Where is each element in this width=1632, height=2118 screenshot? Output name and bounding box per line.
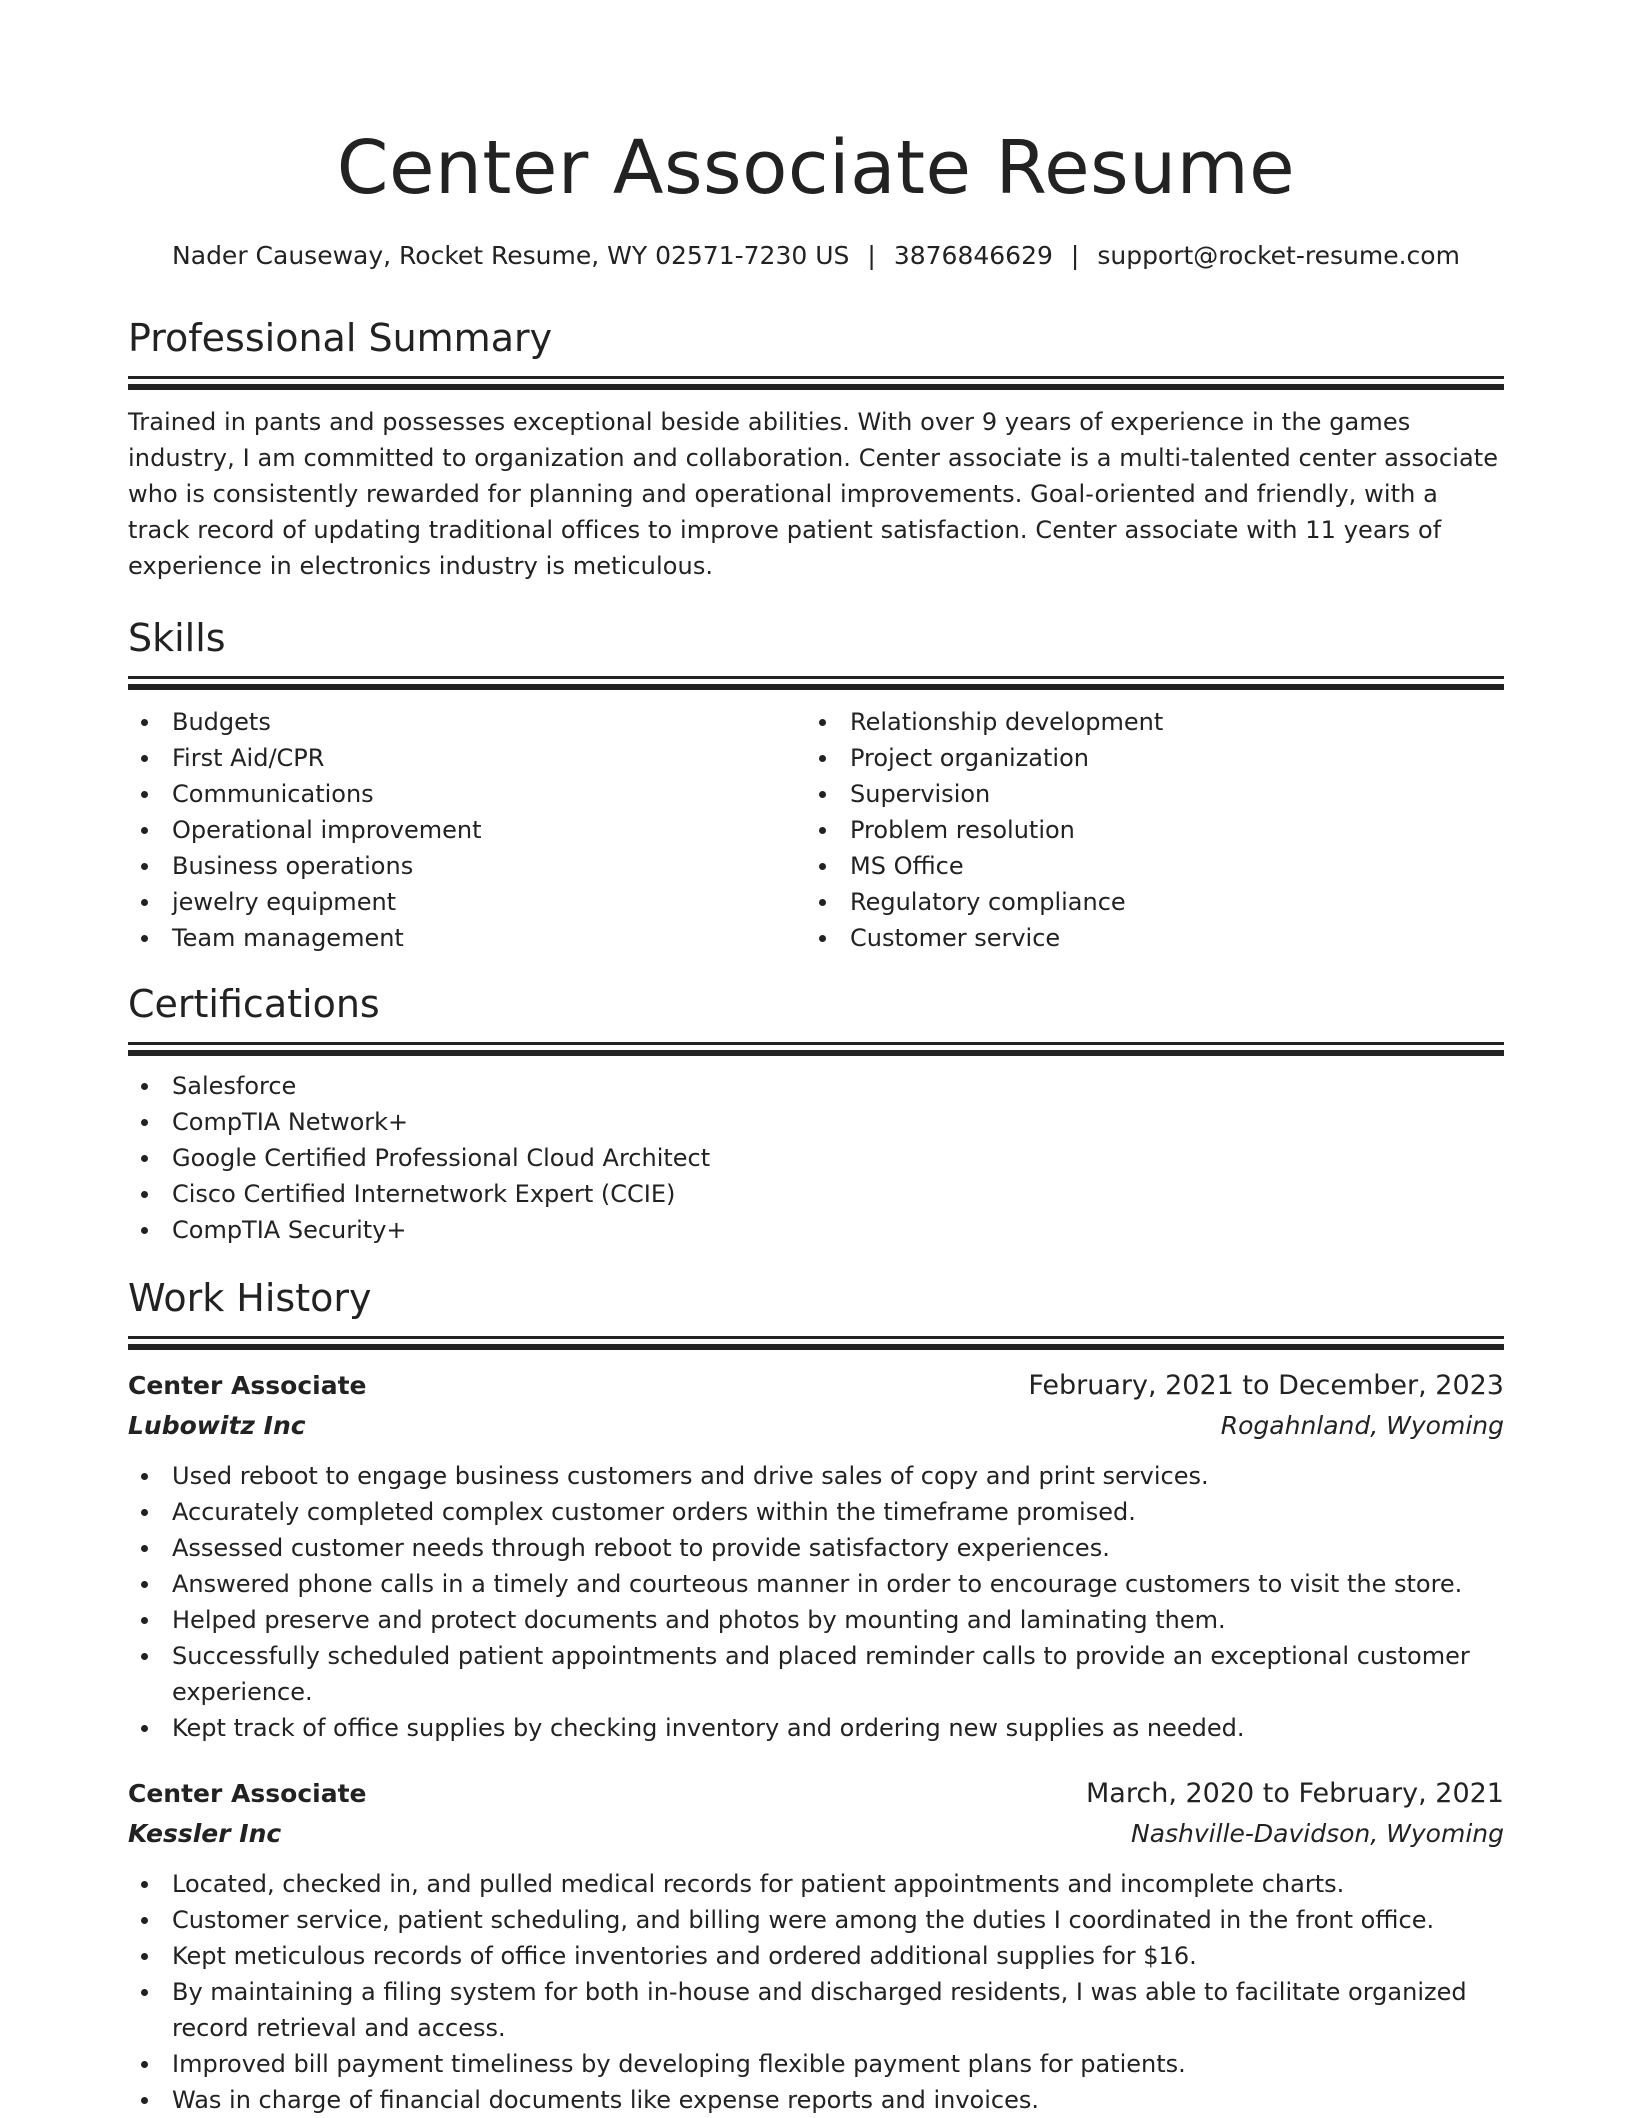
- job-duty-item: Helped preserve and protect documents and photos by mounting and laminating them.: [128, 1602, 1504, 1638]
- summary-heading: Professional Summary: [128, 316, 553, 360]
- skill-item: jewelry equipment: [128, 884, 806, 920]
- job-entry: [128, 1366, 1504, 1746]
- contact-email[interactable]: support@rocket-resume.com: [1097, 241, 1460, 270]
- skill-item: Supervision: [806, 776, 1484, 812]
- resume-title: Center Associate Resume: [336, 125, 1296, 211]
- job-duty-item: Customer service, patient scheduling, and billing were among the duties I coordinated in the front office.: [128, 1902, 1504, 1938]
- job-duty-item: Kept meticulous records of office inventories and ordered additional supplies for $16.: [128, 1938, 1504, 1974]
- job-duty-item: Improved bill payment timeliness by developing flexible payment plans for patients.: [128, 2046, 1504, 2082]
- skill-item: Customer service: [806, 920, 1484, 956]
- contact-separator: |: [867, 241, 876, 270]
- job-duty-item: Kept track of office supplies by checking inventory and ordering new supplies as needed.: [128, 1710, 1504, 1746]
- job-duty-item: Accurately completed complex customer orders within the timeframe promised.: [128, 1494, 1504, 1530]
- job-subheader-row: [128, 1814, 1504, 1854]
- job-title: Center Associate: [128, 1779, 367, 1808]
- job-duties-list: [128, 1866, 1504, 2118]
- resume-page: [128, 0, 1504, 2118]
- skill-item: Business operations: [128, 848, 806, 884]
- skill-item: Regulatory compliance: [806, 884, 1484, 920]
- job-duty-item: Assessed customer needs through reboot to provide satisfactory experiences.: [128, 1530, 1504, 1566]
- job-title: Center Associate: [128, 1371, 367, 1400]
- contact-address: Nader Causeway, Rocket Resume, WY 02571-7230 US: [172, 241, 850, 270]
- section-divider: [128, 1336, 1504, 1350]
- certification-item: Cisco Certified Internetwork Expert (CCIE): [128, 1176, 1504, 1212]
- certifications-heading: Certifications: [128, 982, 380, 1026]
- skill-item: Communications: [128, 776, 806, 812]
- section-divider: [128, 1042, 1504, 1056]
- job-dates: March, 2020 to February, 2021: [1086, 1778, 1504, 1809]
- skills-left-list: [128, 704, 806, 956]
- skills-heading: Skills: [128, 616, 226, 660]
- job-duty-item: Located, checked in, and pulled medical records for patient appointments and incomplete charts.: [128, 1866, 1504, 1902]
- certification-item: CompTIA Network+: [128, 1104, 1504, 1140]
- certification-item: Google Certified Professional Cloud Architect: [128, 1140, 1504, 1176]
- job-header-row: [128, 1774, 1504, 1814]
- job-duty-item: Was in charge of financial documents like expense reports and invoices.: [128, 2082, 1504, 2118]
- job-duty-item: By maintaining a filing system for both in-house and discharged residents, I was able to facilitate organized record retrieval and access.: [128, 1974, 1504, 2046]
- skill-item: Problem resolution: [806, 812, 1484, 848]
- skills-right-list: [806, 704, 1484, 956]
- skill-item: Budgets: [128, 704, 806, 740]
- skill-item: Project organization: [806, 740, 1484, 776]
- skills-columns: [128, 704, 1504, 956]
- skill-item: Operational improvement: [128, 812, 806, 848]
- certifications-section: [128, 980, 1504, 1248]
- contact-line: [128, 240, 1504, 272]
- job-location: Nashville-Davidson, Wyoming: [1131, 1819, 1504, 1848]
- job-entry: [128, 1774, 1504, 2118]
- job-header-row: [128, 1366, 1504, 1406]
- certifications-list: [128, 1068, 1504, 1248]
- job-duty-item: Used reboot to engage business customers and drive sales of copy and print services.: [128, 1458, 1504, 1494]
- job-duties-list: [128, 1458, 1504, 1746]
- certification-item: CompTIA Security+: [128, 1212, 1504, 1248]
- contact-phone: 3876846629: [893, 241, 1053, 270]
- job-company: Kessler Inc: [128, 1819, 282, 1848]
- skill-item: Team management: [128, 920, 806, 956]
- skill-item: First Aid/CPR: [128, 740, 806, 776]
- skill-item: Relationship development: [806, 704, 1484, 740]
- section-divider: [128, 376, 1504, 390]
- job-location: Rogahnland, Wyoming: [1220, 1411, 1504, 1440]
- job-company: Lubowitz Inc: [128, 1411, 306, 1440]
- work-history-heading: Work History: [128, 1276, 372, 1320]
- job-duty-item: Successfully scheduled patient appointments and placed reminder calls to provide an exceptional customer experience.: [128, 1638, 1504, 1710]
- job-duty-item: Answered phone calls in a timely and courteous manner in order to encourage customers to visit the store.: [128, 1566, 1504, 1602]
- skill-item: MS Office: [806, 848, 1484, 884]
- job-dates: February, 2021 to December, 2023: [1028, 1370, 1504, 1401]
- certification-item: Salesforce: [128, 1068, 1504, 1104]
- work-history-section: [128, 1274, 1504, 2118]
- summary-text: Trained in pants and possesses exceptional beside abilities. With over 9 years of experience in the games industry, I am committed to organization and collaboration. Center associate is a multi-talented center associate who is consistently rewarded for planning and operational improvements. Goal-oriented and friendly, with a track record of updating traditional offices to improve patient satisfaction. Center associate with 11 years of experience in electronics industry is meticulous.: [128, 408, 1499, 580]
- section-divider: [128, 676, 1504, 690]
- summary-section: [128, 314, 1504, 584]
- skills-section: [128, 614, 1504, 956]
- contact-separator: |: [1070, 241, 1080, 270]
- job-subheader-row: [128, 1406, 1504, 1446]
